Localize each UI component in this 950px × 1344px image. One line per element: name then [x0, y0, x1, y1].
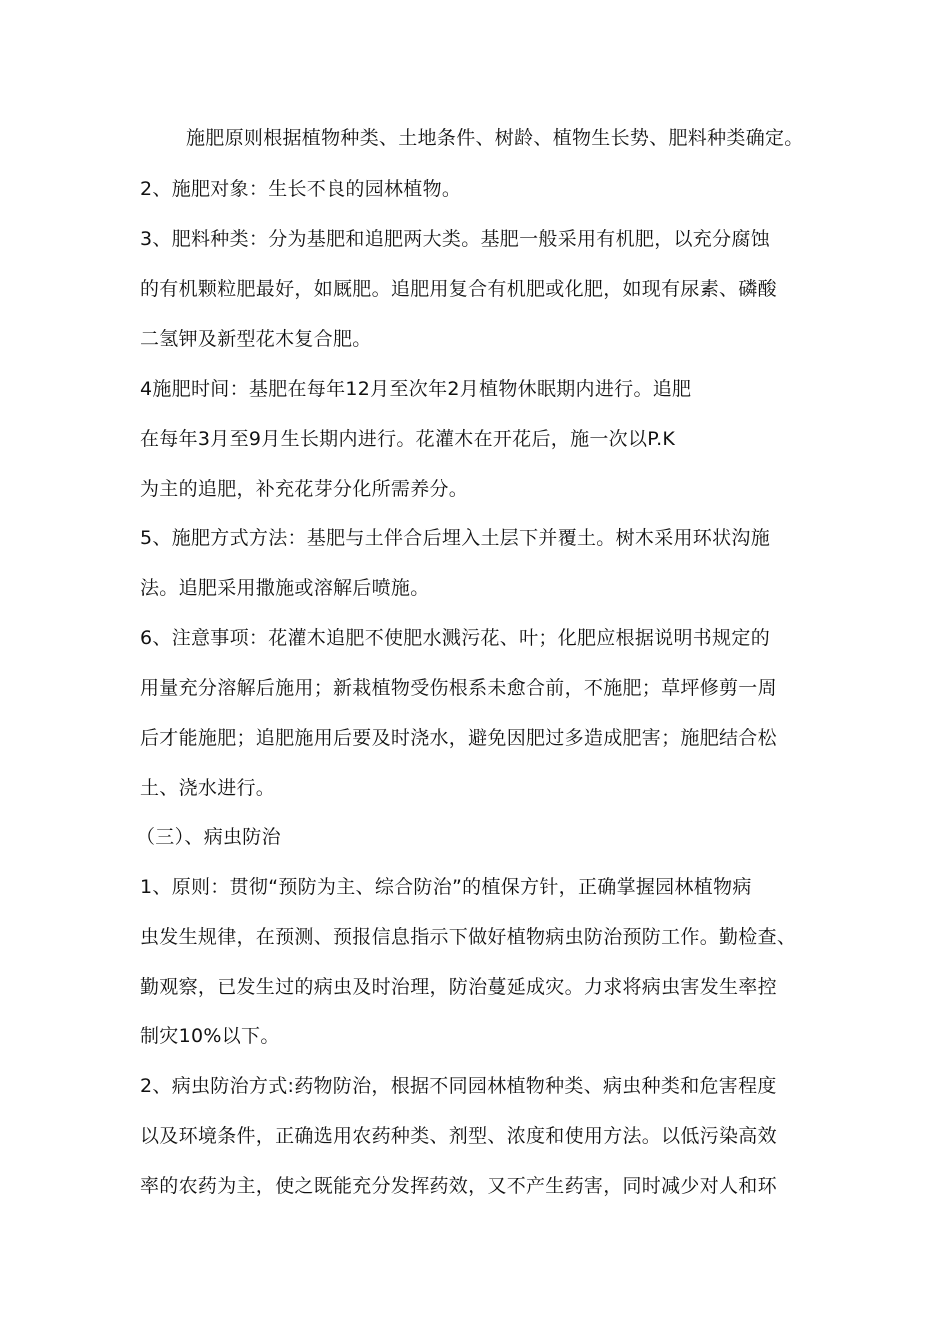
text-line: 用量充分溶解后施用；新栽植物受伤根系未愈合前，不施肥；草坪修剪一周	[140, 677, 777, 699]
text-line: 以及环境条件，正确选用农药种类、剂型、浓度和使用方法。以低污染高效	[140, 1125, 777, 1147]
section-heading: （三）、病虫防治	[136, 826, 281, 848]
text-line: 2、病虫防治方式:药物防治，根据不同园林植物种类、病虫种类和危害程度	[140, 1075, 777, 1097]
text-line: 5、施肥方式方法：基肥与土伴合后埋入土层下并覆土。树木采用环状沟施	[140, 527, 770, 549]
text-line: 施肥原则根据植物种类、土地条件、树龄、植物生长势、肥料种类确定。	[186, 127, 804, 149]
text-line: 3、肥料种类：分为基肥和追肥两大类。基肥一般采用有机肥，以充分腐蚀	[140, 228, 770, 250]
text-line: 为主的追肥，补充花芽分化所需养分。	[140, 478, 469, 500]
text-line: 1、原则：贯彻“预防为主、综合防治”的植保方针，正确掌握园林植物病	[140, 876, 752, 898]
text-line: 法。追肥采用撒施或溶解后喷施。	[140, 577, 430, 599]
text-line: 制灾10%以下。	[140, 1025, 280, 1047]
text-line: 土、浇水进行。	[140, 777, 276, 799]
text-line: 后才能施肥；追肥施用后要及时浇水，避免因肥过多造成肥害；施肥结合松	[140, 727, 777, 749]
text-line: 虫发生规律，在预测、预报信息指示下做好植物病虫防治预防工作。勤检查、	[140, 926, 797, 948]
text-line: 6、注意事项：花灌木追肥不使肥水溅污花、叶；化肥应根据说明书规定的	[140, 627, 770, 649]
text-line: 2、施肥对象：生长不良的园林植物。	[140, 178, 462, 200]
text-line: 率的农药为主，使之既能充分发挥药效，又不产生药害，同时减少对人和环	[140, 1175, 777, 1197]
text-line: 二氢钾及新型花木复合肥。	[140, 328, 372, 350]
text-line: 在每年3月至9月生长期内进行。花灌木在开花后，施一次以P.K	[140, 428, 676, 450]
text-line: 勤观察，已发生过的病虫及时治理，防治蔓延成灾。力求将病虫害发生率控	[140, 976, 777, 998]
text-line: 的有机颗粒肥最好，如厩肥。追肥用复合有机肥或化肥，如现有尿素、磷酸	[140, 278, 777, 300]
text-line: 4施肥时间：基肥在每年12月至次年2月植物休眠期内进行。追肥	[140, 378, 692, 400]
